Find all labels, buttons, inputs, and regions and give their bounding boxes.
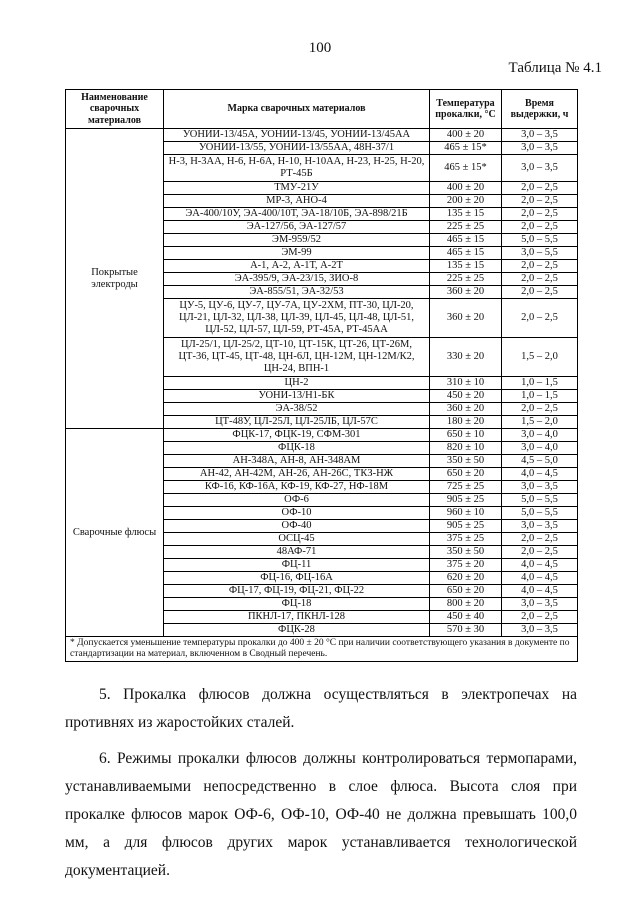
time-cell: 4,0 – 4,5: [502, 572, 578, 585]
time-cell: 3,0 – 4,0: [502, 442, 578, 455]
table-row: [66, 429, 578, 442]
temperature-cell: 620 ± 20: [430, 572, 502, 585]
paragraph-6: [65, 745, 577, 885]
mark-cell: ЭМ-99: [164, 247, 430, 260]
temperature-cell: 800 ± 20: [430, 598, 502, 611]
time-cell: 3,0 – 3,5: [502, 481, 578, 494]
mark-cell: Н-3, Н-3АА, Н-6, Н-6А, Н-10, Н-10АА, Н-23, Н-25, Н-20, РТ-45Б: [164, 155, 430, 182]
table-row: [66, 129, 578, 142]
temperature-cell: 375 ± 20: [430, 559, 502, 572]
mark-cell: УОНИИ-13/55, УОНИИ-13/55АА, 48Н-37/1: [164, 142, 430, 155]
mark-cell: ЭА-395/9, ЭА-23/15, ЗИО-8: [164, 273, 430, 286]
mark-cell: ЭА-400/10У, ЭА-400/10Т, ЭА-18/10Б, ЭА-898/21Б: [164, 208, 430, 221]
mark-cell: ФЦ-18: [164, 598, 430, 611]
time-cell: 2,0 – 2,5: [502, 546, 578, 559]
temperature-cell: 465 ± 15*: [430, 142, 502, 155]
time-cell: 2,0 – 2,5: [502, 299, 578, 338]
time-cell: 2,0 – 2,5: [502, 195, 578, 208]
time-cell: 2,0 – 2,5: [502, 221, 578, 234]
header-temperature: Температура прокалки, °С: [430, 90, 502, 129]
paragraph-6-text: 6. Режимы прокалки флюсов должны контролироваться термопарами, устанавливаемыми непосредственно в слое флюса. Высота слоя при прокалке флюсов марок ОФ-6, ОФ-10, ОФ-40 не должна превышать 100,0 мм, а для флюсов других марок устанавливается технологической документацией.: [65, 750, 577, 879]
mark-cell: ФЦ-11: [164, 559, 430, 572]
time-cell: 3,0 – 3,5: [502, 520, 578, 533]
time-cell: 4,0 – 4,5: [502, 585, 578, 598]
mark-cell: ЭА-38/52: [164, 403, 430, 416]
mark-cell: А-1, А-2, А-1Т, А-2Т: [164, 260, 430, 273]
temperature-cell: 330 ± 20: [430, 338, 502, 377]
mark-cell: ФЦ-17, ФЦ-19, ФЦ-21, ФЦ-22: [164, 585, 430, 598]
time-cell: 1,0 – 1,5: [502, 390, 578, 403]
time-cell: 5,0 – 5,5: [502, 494, 578, 507]
temperature-cell: 135 ± 15: [430, 260, 502, 273]
baking-table: [65, 89, 578, 662]
temperature-cell: 180 ± 20: [430, 416, 502, 429]
temperature-cell: 650 ± 20: [430, 468, 502, 481]
mark-cell: ЭА-855/51, ЭА-32/53: [164, 286, 430, 299]
temperature-cell: 360 ± 20: [430, 403, 502, 416]
time-cell: 2,0 – 2,5: [502, 208, 578, 221]
temperature-cell: 200 ± 20: [430, 195, 502, 208]
header-material-mark: Марка сварочных материалов: [164, 90, 430, 129]
time-cell: 2,0 – 2,5: [502, 182, 578, 195]
time-cell: 3,0 – 4,0: [502, 429, 578, 442]
mark-cell: ЭМ-959/52: [164, 234, 430, 247]
time-cell: 5,0 – 5,5: [502, 507, 578, 520]
header-hold-time: Время выдержки, ч: [502, 90, 578, 129]
temperature-cell: 465 ± 15: [430, 234, 502, 247]
group-name-cell: Покрытые электроды: [66, 129, 164, 429]
temperature-cell: 310 ± 10: [430, 377, 502, 390]
header-material-name: Наименование сварочных материалов: [66, 90, 164, 129]
temperature-cell: 960 ± 10: [430, 507, 502, 520]
time-cell: 4,5 – 5,0: [502, 455, 578, 468]
temperature-cell: 465 ± 15*: [430, 155, 502, 182]
temperature-cell: 820 ± 10: [430, 442, 502, 455]
temperature-cell: 465 ± 15: [430, 247, 502, 260]
temperature-cell: 350 ± 50: [430, 546, 502, 559]
mark-cell: ЭА-127/56, ЭА-127/57: [164, 221, 430, 234]
mark-cell: ФЦК-17, ФЦК-19, СФМ-301: [164, 429, 430, 442]
page-number: 100: [308, 40, 332, 56]
table-header-row: [66, 90, 578, 129]
time-cell: 3,0 – 3,5: [502, 142, 578, 155]
temperature-cell: 375 ± 25: [430, 533, 502, 546]
mark-cell: МР-3, АНО-4: [164, 195, 430, 208]
time-cell: 2,0 – 2,5: [502, 273, 578, 286]
time-cell: 3,0 – 3,5: [502, 129, 578, 142]
mark-cell: ОФ-40: [164, 520, 430, 533]
temperature-cell: 905 ± 25: [430, 494, 502, 507]
temperature-cell: 905 ± 25: [430, 520, 502, 533]
mark-cell: УОНИИ-13/45А, УОНИИ-13/45, УОНИИ-13/45АА: [164, 129, 430, 142]
time-cell: 3,0 – 3,5: [502, 624, 578, 637]
temperature-cell: 450 ± 40: [430, 611, 502, 624]
temperature-cell: 450 ± 20: [430, 390, 502, 403]
time-cell: 2,0 – 2,5: [502, 533, 578, 546]
mark-cell: ЦУ-5, ЦУ-6, ЦУ-7, ЦУ-7А, ЦУ-2ХМ, ПТ-30, ЦЛ-20, ЦЛ-21, ЦЛ-32, ЦЛ-38, ЦЛ-39, ЦЛ-45, ЦЛ-48, ЦЛ-51, ЦЛ-52, ЦЛ-57, ЦЛ-59, РТ-45А, РТ-45АА: [164, 299, 430, 338]
temperature-cell: 400 ± 20: [430, 182, 502, 195]
temperature-cell: 725 ± 25: [430, 481, 502, 494]
temperature-cell: 225 ± 25: [430, 273, 502, 286]
paragraph-5-text: 5. Прокалка флюсов должна осуществляться в электропечах на противнях из жаростойких сталей.: [65, 686, 577, 731]
mark-cell: ЦН-2: [164, 377, 430, 390]
mark-cell: ФЦК-28: [164, 624, 430, 637]
temperature-cell: 400 ± 20: [430, 129, 502, 142]
mark-cell: ФЦ-16, ФЦ-16А: [164, 572, 430, 585]
mark-cell: КФ-16, КФ-16А, КФ-19, КФ-27, НФ-18М: [164, 481, 430, 494]
table-title: Таблица № 4.1: [508, 60, 602, 76]
paragraph-5: [65, 681, 577, 737]
temperature-cell: 225 ± 25: [430, 221, 502, 234]
mark-cell: ОФ-10: [164, 507, 430, 520]
temperature-cell: 650 ± 10: [430, 429, 502, 442]
mark-cell: ПКНЛ-17, ПКНЛ-128: [164, 611, 430, 624]
mark-cell: ФЦК-18: [164, 442, 430, 455]
mark-cell: ТМУ-21У: [164, 182, 430, 195]
mark-cell: ОСЦ-45: [164, 533, 430, 546]
time-cell: 2,0 – 2,5: [502, 286, 578, 299]
mark-cell: ЦТ-48У, ЦЛ-25Л, ЦЛ-25ЛБ, ЦЛ-57С: [164, 416, 430, 429]
footnote-row: [66, 637, 578, 662]
time-cell: 1,0 – 1,5: [502, 377, 578, 390]
footnote: * Допускается уменьшение температуры прокалки до 400 ± 20 °С при наличии соответствующего указания в документе по стандартизации на материал, включенном в Сводный перечень.: [66, 637, 578, 662]
mark-cell: АН-42, АН-42М, АН-26, АН-26С, ТКЗ-НЖ: [164, 468, 430, 481]
temperature-cell: 650 ± 20: [430, 585, 502, 598]
mark-cell: УОНИ-13/Н1-БК: [164, 390, 430, 403]
time-cell: 3,0 – 3,5: [502, 598, 578, 611]
time-cell: 5,0 – 5,5: [502, 234, 578, 247]
temperature-cell: 570 ± 30: [430, 624, 502, 637]
time-cell: 3,0 – 3,5: [502, 155, 578, 182]
time-cell: 2,0 – 2,5: [502, 403, 578, 416]
time-cell: 1,5 – 2,0: [502, 416, 578, 429]
temperature-cell: 350 ± 50: [430, 455, 502, 468]
temperature-cell: 360 ± 20: [430, 286, 502, 299]
mark-cell: АН-348А, АН-8, АН-348АМ: [164, 455, 430, 468]
time-cell: 1,5 – 2,0: [502, 338, 578, 377]
time-cell: 4,0 – 4,5: [502, 559, 578, 572]
time-cell: 4,0 – 4,5: [502, 468, 578, 481]
temperature-cell: 135 ± 15: [430, 208, 502, 221]
mark-cell: 48АФ-71: [164, 546, 430, 559]
time-cell: 2,0 – 2,5: [502, 260, 578, 273]
temperature-cell: 360 ± 20: [430, 299, 502, 338]
time-cell: 2,0 – 2,5: [502, 611, 578, 624]
mark-cell: ЦЛ-25/1, ЦЛ-25/2, ЦТ-10, ЦТ-15К, ЦТ-26, ЦТ-26М, ЦТ-36, ЦТ-45, ЦТ-48, ЦН-6Л, ЦН-12М, ЦН-12М/К2, ЦН-24, ВПН-1: [164, 338, 430, 377]
mark-cell: ОФ-6: [164, 494, 430, 507]
group-name-cell: Сварочные флюсы: [66, 429, 164, 637]
time-cell: 3,0 – 5,5: [502, 247, 578, 260]
